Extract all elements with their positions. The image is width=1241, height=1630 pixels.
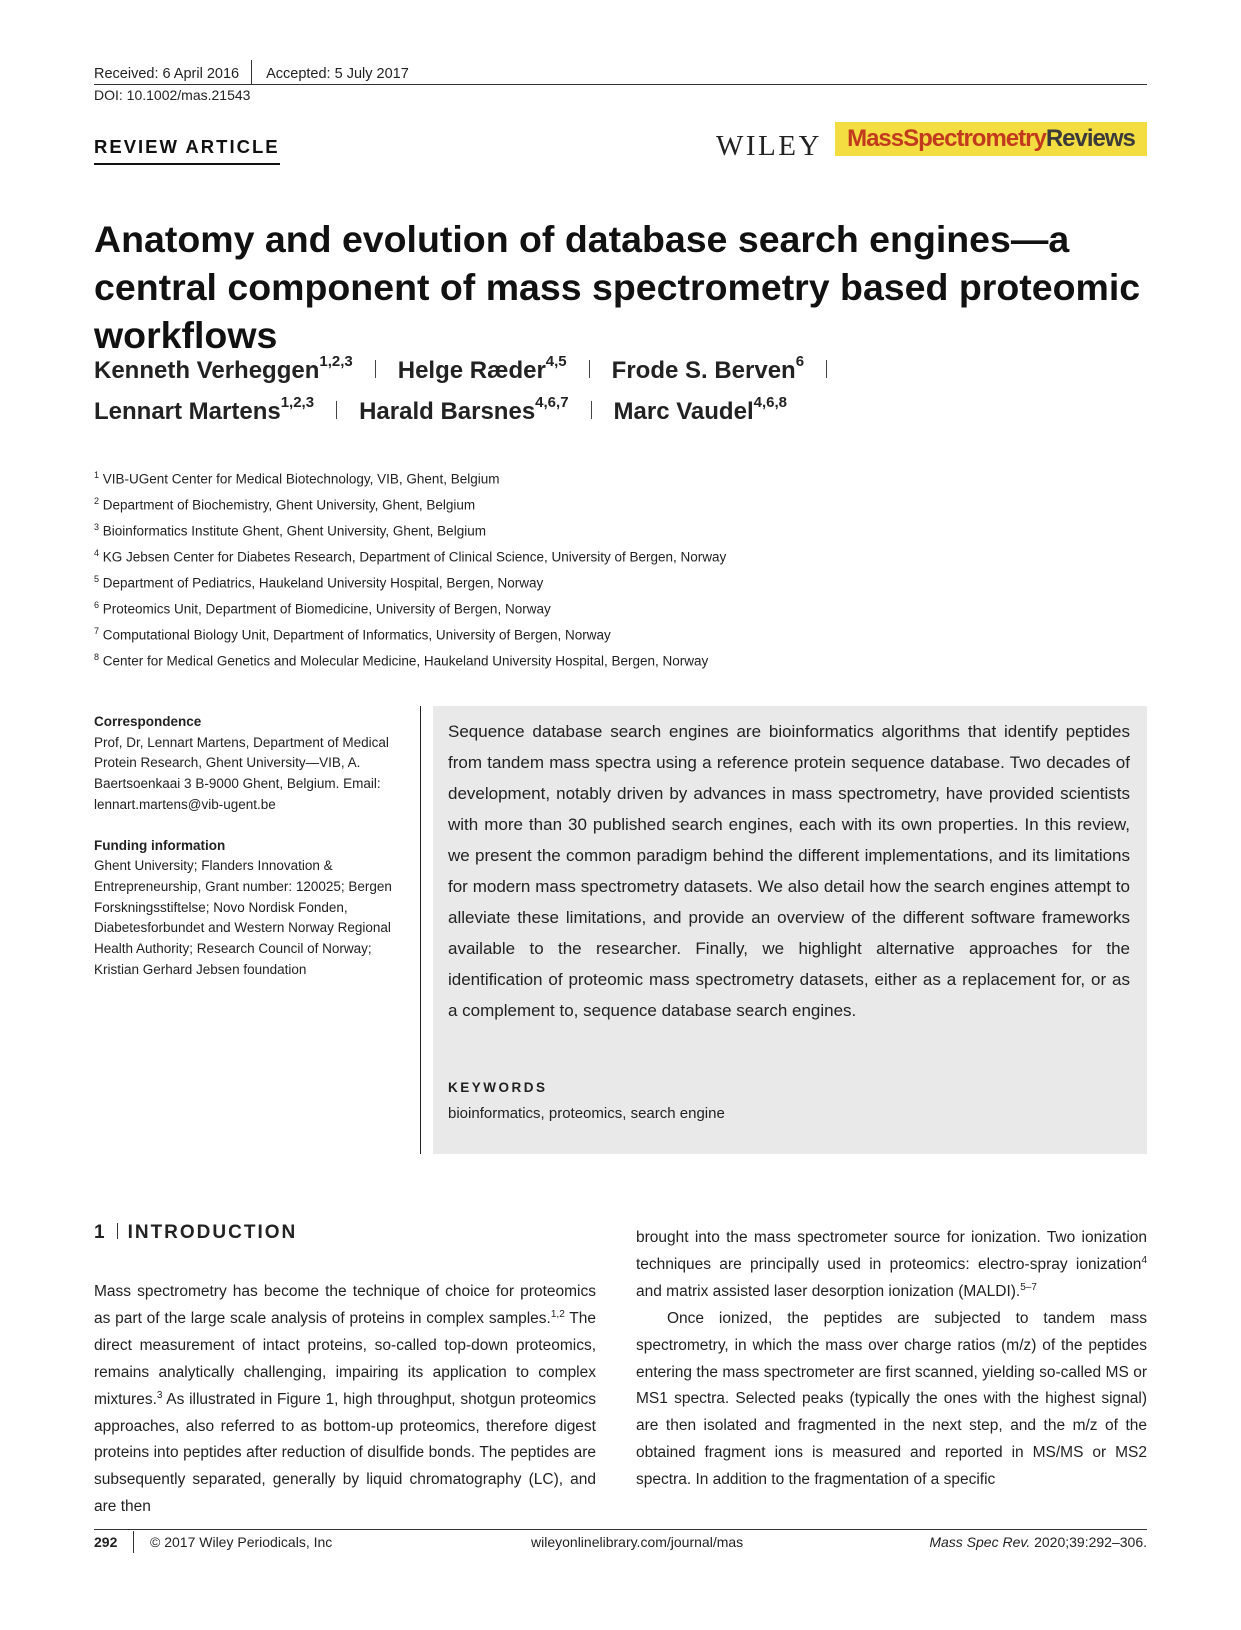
citation-ref[interactable]: 3 [156, 1389, 163, 1401]
author[interactable]: Marc Vaudel$^{4,6,8}$ [613, 394, 787, 425]
author[interactable]: Harald Barsnes$^{4,6,7}$ [359, 394, 569, 425]
affiliation: $^4$ KG Jebsen Center for Diabetes Research, Department of Clinical Science, University of Bergen, Norway [94, 548, 727, 565]
citation-ref[interactable]: 5–7 [1020, 1281, 1037, 1293]
footer-divider [133, 1531, 134, 1553]
paragraph: brought into the mass spectrometer source for ionization. Two ionization techniques are principally used in proteomics: electro-spray ionization$^4$ and matrix assisted laser desorption ionization (MALDI).$^{5-7}$ [636, 1229, 1147, 1300]
funding-block [94, 836, 414, 981]
footer-rule [94, 1529, 1147, 1530]
paragraph: Once ionized, the peptides are subjected to tandem mass spectrometry, in which the mass over charge ratios (m/z) of the peptides entering the mass spectrometer are first scanned, yielding so-called MS or MS1 spectra. Selected peaks (typically the ones with the highest signal) are then isolated and fragmented in the next step, and the m/z of the obtained fragment ions is measured and reported in MS/MS or MS2 spectra. In addition to the fragmentation of a specific [636, 1309, 1147, 1489]
section-heading [94, 1222, 297, 1244]
copyright: © 2017 Wiley Periodicals, Inc [150, 1534, 333, 1550]
body-text-right-column [636, 1225, 1147, 1494]
correspondence-block [94, 712, 414, 816]
accepted-date: Accepted: 5 July 2017 [266, 65, 409, 82]
affiliation: $^3$ Bioinformatics Institute Ghent, Ghent University, Ghent, Belgium [94, 522, 486, 539]
journal-url[interactable]: wileyonlinelibrary.com/journal/mas [531, 1534, 744, 1550]
affiliation: $^8$ Center for Medical Genetics and Molecular Medicine, Haukeland University Hospital, Bergen, Norway [94, 652, 709, 669]
article-metadata-column [94, 712, 414, 1000]
affiliation: $^7$ Computational Biology Unit, Department of Informatics, University of Bergen, Norway [94, 626, 611, 643]
author[interactable]: Kenneth Verheggen$^{1,2,3}$ [94, 353, 353, 384]
author[interactable]: Lennart Martens$^{1,2,3}$ [94, 394, 315, 425]
abstract-box [433, 706, 1147, 1154]
section-title: INTRODUCTION [127, 1222, 298, 1243]
header-rule [94, 84, 1147, 85]
affiliation: $^1$ VIB-UGent Center for Medical Biotechnology, VIB, Ghent, Belgium [94, 470, 500, 487]
article-title: Anatomy and evolution of database search engines—a central component of mass spectrometry based proteomic workflows [94, 218, 1141, 356]
author-line-1 [94, 353, 849, 385]
affiliation: $^2$ Department of Biochemistry, Ghent University, Ghent, Belgium [94, 496, 476, 513]
page-number: 292 [94, 1534, 118, 1550]
abstract-text: Sequence database search engines are bioinformatics algorithms that identify peptides from tandem mass spectra using a reference protein sequence database. Two decades of development, notably driven by advances in mass spectrometry, have provided scientists with more than 30 published search engines, each with its own properties. In this review, we present the common paradigm behind the different implementations, and its limitations for modern mass spectrometry datasets. We also detail how the search engines attempt to alleviate these limitations, and provide an overview of the different software frameworks available to the researcher. Finally, we highlight alternative approaches for the identification of proteomic mass spectrometry datasets, either as a replacement for, or as a complement to, sequence database search engines. [448, 722, 1130, 1020]
keywords-heading: KEYWORDS [448, 1080, 548, 1095]
doi[interactable]: DOI: 10.1002/mas.21543 [94, 87, 251, 103]
section-number: 1 [94, 1222, 107, 1243]
affiliation: $^5$ Department of Pediatrics, Haukeland University Hospital, Bergen, Norway [94, 574, 544, 591]
funding-heading: Funding information [94, 837, 226, 853]
author[interactable]: Helge Ræder$^{4,5}$ [397, 353, 567, 384]
author[interactable]: Frode S. Berven$^6$ [611, 353, 805, 384]
journal-name: MassSpectrometryReviews [847, 125, 1135, 152]
publisher-logo[interactable]: WILEY [716, 130, 822, 162]
citation-ref[interactable]: 1,2 [550, 1308, 565, 1320]
paragraph: Mass spectrometry has become the technique of choice for proteomics as part of the large scale analysis of proteins in complex samples.$^{1,2}$ The direct measurement of intact proteins, so-called top-down proteomics, remains analytically challenging, impairing its application to complex mixtures.$^3$ As illustrated in Figure 1, high throughput, shotgun proteomics approaches, also referred to as bottom-up proteomics, therefore digest proteins into peptides after reduction of disulfide bonds. The peptides are subsequently separated, generally by liquid chromatography (LC), and are then [94, 1283, 596, 1516]
correspondence-heading: Correspondence [94, 714, 202, 729]
correspondence-text: Prof, Dr, Lennart Martens, Department of Medical Protein Research, Ghent University—VIB, A. Baertsoenkaai 3 B-9000 Ghent, Belgium. Email: lennart.martens@vib-ugent.be [94, 734, 389, 812]
affiliations-list [94, 462, 726, 670]
body-text-left-column [94, 1279, 596, 1521]
funding-text: Ghent University; Flanders Innovation & Entrepreneurship, Grant number: 120025; Bergen Forskningsstiftelse; Novo Nordisk Fonden, Diabetesforbundet and Western Norway Regional Health Authority; Research Council of Norway; Kristian Gerhard Jebsen foundation [94, 858, 392, 977]
citation-ref[interactable]: 4 [1141, 1254, 1147, 1266]
article-dates [94, 62, 409, 86]
received-date: Received: 6 April 2016 [94, 65, 240, 82]
affiliation: $^6$ Proteomics Unit, Department of Biomedicine, University of Bergen, Norway [94, 600, 551, 617]
author-line-2 [94, 394, 787, 426]
citation: Mass Spec Rev. 2020;39:292–306. [929, 1534, 1147, 1550]
journal-logo-banner[interactable] [835, 122, 1147, 156]
column-divider [420, 706, 421, 1154]
keywords-list: bioinformatics, proteomics, search engine [448, 1105, 725, 1122]
article-type-label: REVIEW ARTICLE [94, 136, 280, 165]
date-divider [251, 60, 252, 84]
